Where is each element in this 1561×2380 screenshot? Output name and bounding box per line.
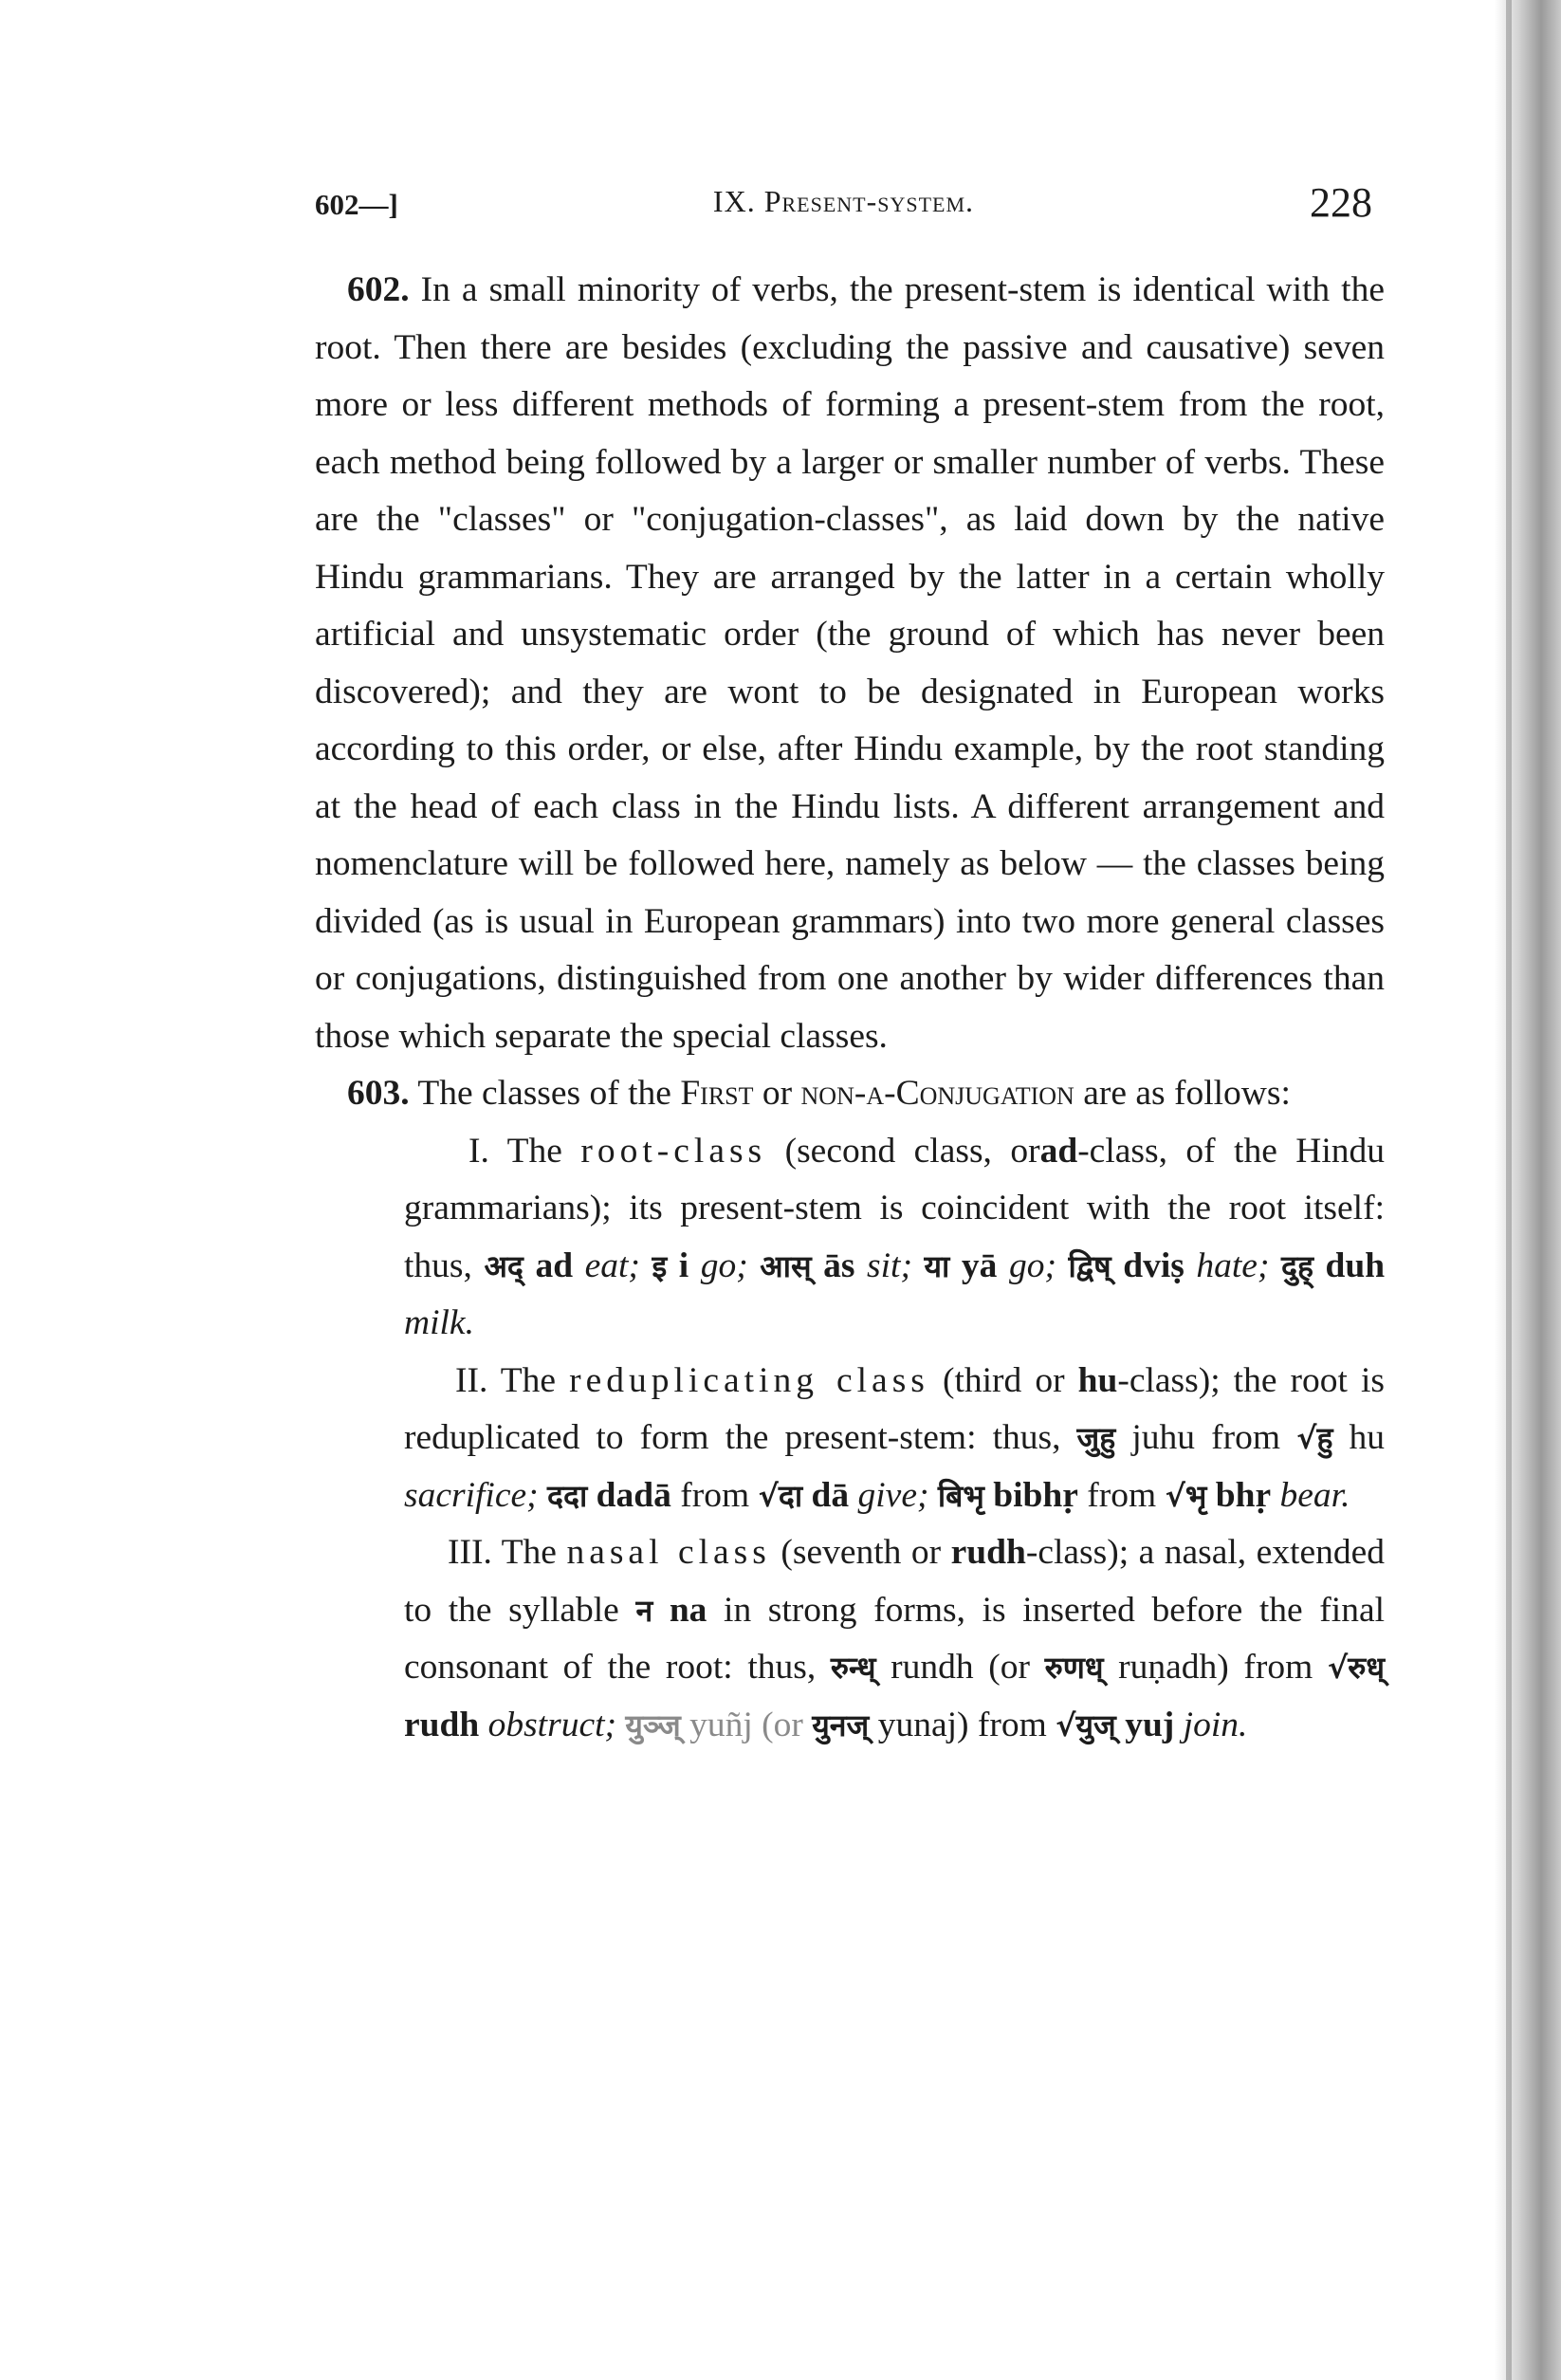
text-fragment: The classes of the: [417, 1074, 671, 1113]
devanagari-word: युञ्ज्: [625, 1707, 681, 1743]
class-ii: [404, 1353, 1385, 1525]
gloss: sit;: [867, 1245, 912, 1285]
class-iii-label: III. The: [448, 1533, 557, 1572]
devanagari-word: रुन्ध्: [830, 1650, 876, 1686]
transliteration: juhu: [1131, 1418, 1196, 1457]
paragraph-602-text: In a small minority of verbs, the present-stem is identical with the root. Then there are besides (excluding the passive and causative) seven more or less different methods of forming a present-stem from the root, each method being followed by a larger or smaller number of verbs. These are the "classes" or "conjugation-classes", as laid down by the native Hindu grammarians. They are arranged by the latter in a certain wholly artificial and unsystematic order (the ground of which has never been discovered); and they are wont to be designated in European works according to this order, or else, after Hindu example, by the root standing at the head of each class in the Hindu lists. A different arrangement and nomenclature will be followed here, namely as below — the classes being divided (as is usual in European grammars) into two more general classes or conjugations, distinguished from one another by wider differences than those which separate the special classes.: [315, 270, 1385, 1056]
devanagari-word: जुहु: [1076, 1420, 1116, 1456]
devanagari-word: द्विष्: [1068, 1247, 1111, 1284]
header-chapter-title: IX. Present-system.: [712, 184, 975, 218]
page-edge-line: [1506, 0, 1512, 2380]
transliteration: hu: [1349, 1418, 1386, 1457]
text-fragment: (seventh or: [780, 1533, 942, 1572]
term-first: First: [680, 1074, 754, 1113]
gloss: obstruct;: [487, 1705, 617, 1744]
text-fragment: are as follows:: [1083, 1074, 1291, 1113]
transliteration: dadā: [596, 1475, 671, 1515]
devanagari-word: युनज्: [812, 1707, 870, 1743]
text-fragment: -class, of the Hindu grammarians); its present-stem is coincident with the root itself: thus,: [404, 1131, 1386, 1285]
text-fragment: (second class, or: [784, 1131, 1040, 1171]
transliteration: na: [669, 1590, 707, 1630]
class-iii: [404, 1524, 1385, 1754]
paragraph-602: [315, 262, 1385, 1065]
transliteration: ad: [535, 1245, 574, 1285]
text-fragment: (or: [988, 1648, 1030, 1687]
page-edge-shadow: [1495, 0, 1561, 2380]
gloss: hate;: [1196, 1245, 1270, 1285]
devanagari-root: √रुध्: [1327, 1650, 1386, 1686]
transliteration: rundh: [891, 1648, 974, 1687]
transliteration: ruṇadh): [1118, 1648, 1229, 1687]
paragraph-603: [315, 1065, 1385, 1123]
term-nasal-class: nasal class: [566, 1533, 771, 1572]
transliteration: bhṛ: [1215, 1475, 1272, 1515]
devanagari-word: रुणध्: [1044, 1650, 1104, 1686]
devanagari-word: ददा: [547, 1477, 588, 1514]
text-fragment: or: [762, 1074, 793, 1113]
text-fragment: -class); a nasal, extended to the syllable: [404, 1533, 1385, 1630]
text-fragment: (third or: [942, 1360, 1065, 1400]
class-i-label: I. The: [468, 1131, 562, 1171]
gloss: give;: [857, 1475, 929, 1515]
devanagari-root: √भृ: [1165, 1477, 1207, 1514]
transliteration: duh: [1325, 1245, 1386, 1285]
class-ii-label: II. The: [455, 1360, 557, 1400]
transliteration: yuñj: [689, 1705, 753, 1744]
term-reduplicating-class: reduplicating class: [569, 1360, 929, 1400]
class-i: [404, 1123, 1385, 1353]
devanagari-root: √दा: [758, 1477, 803, 1514]
gloss: go;: [1008, 1245, 1056, 1285]
transliteration: yā: [961, 1245, 998, 1285]
devanagari-word: बिभृ: [937, 1477, 984, 1514]
term-hu: hu: [1077, 1360, 1118, 1400]
transliteration: ās: [823, 1245, 855, 1285]
gloss: go;: [700, 1245, 748, 1285]
term-root-class: root-class: [580, 1131, 767, 1171]
devanagari-root: √युज्: [1056, 1707, 1116, 1743]
header-section-ref: 602—]: [315, 188, 398, 221]
devanagari-word: अद्: [484, 1247, 523, 1284]
gloss: join.: [1183, 1705, 1248, 1744]
transliteration: dviṣ: [1123, 1245, 1185, 1285]
text-fragment: from: [1087, 1475, 1157, 1515]
running-header: [315, 178, 1372, 235]
text-fragment: in strong forms, is inserted before the final consonant of the root: thus,: [404, 1590, 1386, 1687]
transliteration: dā: [811, 1475, 850, 1515]
text-fragment: from: [680, 1475, 750, 1515]
section-number-603: 603.: [347, 1074, 410, 1113]
term-non-a-conjugation: non-a-Conjugation: [800, 1074, 1074, 1113]
text-fragment: from: [1243, 1648, 1313, 1687]
devanagari-syllable: न: [635, 1592, 653, 1629]
gloss: eat;: [584, 1245, 640, 1285]
transliteration: rudh: [404, 1705, 480, 1744]
section-number-602: 602.: [347, 270, 410, 309]
devanagari-word: दुह्: [1281, 1247, 1313, 1284]
gloss: milk.: [404, 1303, 474, 1342]
transliteration: yunaj): [877, 1705, 969, 1744]
text-fragment: from: [977, 1705, 1047, 1744]
gloss: sacrifice;: [404, 1475, 539, 1515]
text-fragment: (or: [762, 1705, 803, 1744]
devanagari-word: इ: [652, 1247, 668, 1284]
devanagari-root: √हु: [1296, 1420, 1333, 1456]
transliteration: bibhṛ: [993, 1475, 1078, 1515]
gloss: bear.: [1279, 1475, 1350, 1515]
page-body: [315, 262, 1385, 1754]
term-ad: ad: [1039, 1131, 1078, 1171]
term-rudh: rudh: [950, 1533, 1026, 1572]
transliteration: yuj: [1125, 1705, 1175, 1744]
devanagari-word: या: [924, 1247, 950, 1284]
devanagari-word: आस्: [760, 1247, 812, 1284]
text-fragment: -class); the root is reduplicated to form the present-stem: thus,: [404, 1360, 1386, 1457]
text-fragment: from: [1211, 1418, 1281, 1457]
transliteration: i: [678, 1245, 689, 1285]
page-number: 228: [1310, 179, 1372, 226]
